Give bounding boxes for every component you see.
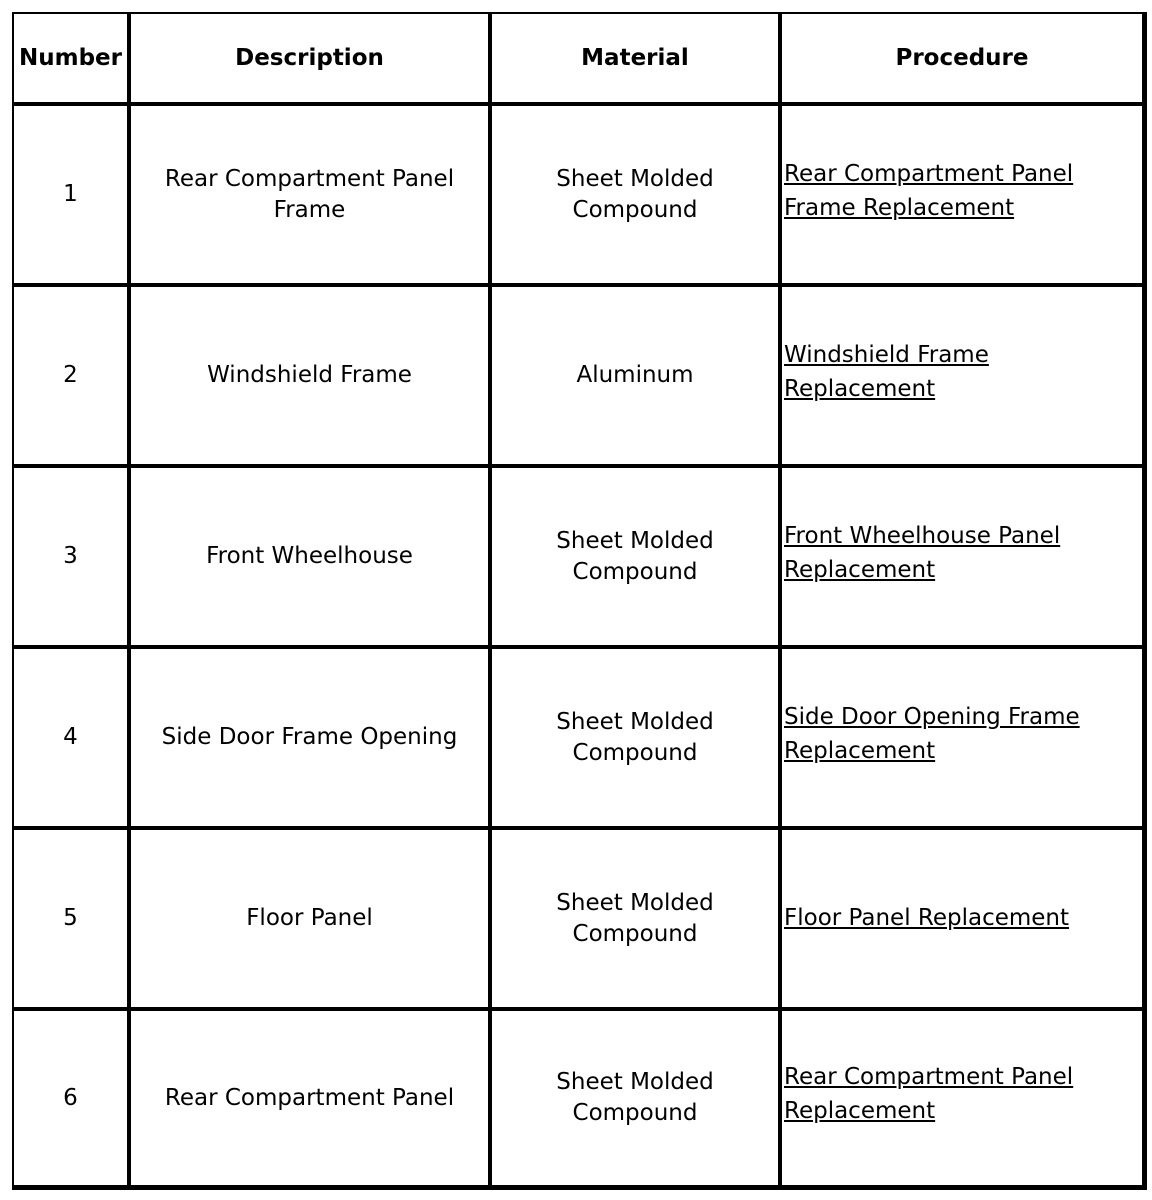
procedure-link[interactable]: Windshield Frame Replacement xyxy=(784,341,989,402)
row-description: Rear Compartment Panel Frame xyxy=(129,104,490,285)
table-row xyxy=(12,647,1144,828)
row-number: 2 xyxy=(12,285,129,466)
header-procedure: Procedure xyxy=(780,12,1144,104)
row-description: Windshield Frame xyxy=(129,285,490,466)
row-description: Front Wheelhouse xyxy=(129,466,490,647)
row-number: 1 xyxy=(12,104,129,285)
row-number: 6 xyxy=(12,1009,129,1187)
procedure-link[interactable]: Rear Compartment Panel Frame Replacement xyxy=(784,160,1074,221)
table-row xyxy=(12,828,1144,1009)
row-material: Sheet Molded Compound xyxy=(490,1009,780,1187)
header-material: Material xyxy=(490,12,780,104)
table-header-row xyxy=(12,12,1144,104)
row-description: Side Door Frame Opening xyxy=(129,647,490,828)
row-number: 3 xyxy=(12,466,129,647)
row-procedure-cell xyxy=(780,104,1144,285)
table-row xyxy=(12,466,1144,647)
row-material: Sheet Molded Compound xyxy=(490,466,780,647)
header-number: Number xyxy=(12,12,129,104)
row-description: Floor Panel xyxy=(129,828,490,1009)
row-description: Rear Compartment Panel xyxy=(129,1009,490,1187)
row-material: Sheet Molded Compound xyxy=(490,104,780,285)
procedure-link[interactable]: Side Door Opening Frame Replacement xyxy=(784,703,1080,764)
row-procedure-cell xyxy=(780,285,1144,466)
row-number: 4 xyxy=(12,647,129,828)
header-description: Description xyxy=(129,12,490,104)
procedure-link[interactable]: Rear Compartment Panel Replacement xyxy=(784,1064,1074,1124)
procedure-link[interactable]: Front Wheelhouse Panel Replacement xyxy=(784,522,1061,583)
row-procedure-cell xyxy=(780,1009,1144,1187)
row-number: 5 xyxy=(12,828,129,1009)
row-material: Aluminum xyxy=(490,285,780,466)
parts-table-container xyxy=(12,12,1144,1190)
procedure-link[interactable]: Floor Panel Replacement xyxy=(784,904,1070,931)
row-procedure-cell xyxy=(780,828,1144,1009)
table-row xyxy=(12,285,1144,466)
parts-table xyxy=(12,12,1147,1190)
table-row xyxy=(12,1009,1144,1187)
row-procedure-cell xyxy=(780,466,1144,647)
row-material: Sheet Molded Compound xyxy=(490,647,780,828)
row-material: Sheet Molded Compound xyxy=(490,828,780,1009)
table-row xyxy=(12,104,1144,285)
row-procedure-cell xyxy=(780,647,1144,828)
